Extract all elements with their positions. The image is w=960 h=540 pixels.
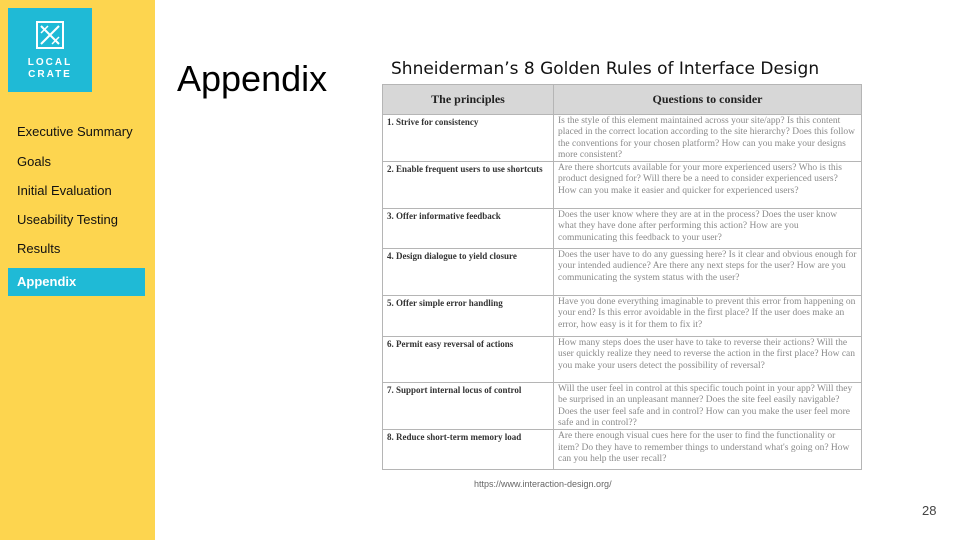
table-row [383, 383, 862, 430]
principle-cell: 7. Support internal locus of control [383, 383, 554, 430]
sidebar-item-appendix[interactable]: Appendix [8, 268, 145, 296]
question-cell: Will the user feel in control at this specific touch point in your app? Will they be surprised in an unpleasant manner? Does the site feel easily navigable? Does the user feel safe and in control? How can you make the user feel more safe and in control?? [554, 383, 862, 430]
question-cell: Does the user have to do any guessing here? Is it clear and obvious enough for your intended audience? Are there any next steps for the user? How are you communicating the system status with the user? [554, 249, 862, 296]
source-link[interactable]: https://www.interaction-design.org/ [474, 479, 612, 489]
page-title: Appendix [177, 58, 328, 99]
header-questions: Questions to consider [554, 85, 862, 115]
sidebar-item-initial-evaluation[interactable]: Initial Evaluation [17, 183, 112, 198]
principle-cell: 2. Enable frequent users to use shortcuts [383, 162, 554, 209]
principle-cell: 8. Reduce short-term memory load [383, 430, 554, 470]
table-row [383, 115, 862, 162]
table-row [383, 296, 862, 337]
crate-logo-icon [36, 21, 64, 49]
table-row [383, 162, 862, 209]
logo-text-line-1: LOCAL [27, 57, 73, 68]
sidebar [0, 0, 155, 540]
sidebar-item-useability-testing[interactable]: Useability Testing [17, 212, 118, 227]
logo-text-line-2: CRATE [28, 69, 72, 80]
question-cell: Is the style of this element maintained across your site/app? Is this content placed in the correct location according to the site hierarchy? Does this follow the conventions for your chosen platform? How can you make your designs more consistent? [554, 115, 862, 162]
table-row [383, 249, 862, 296]
sidebar-item-goals[interactable]: Goals [17, 154, 51, 169]
local-crate-logo[interactable] [8, 8, 92, 92]
question-cell: Are there shortcuts available for your more experienced users? Who is this product designed for? Will there be a need to consider experienced users? How can you make it easier and quicker for experienced users? [554, 162, 862, 209]
table-row [383, 209, 862, 249]
table-title: Shneiderman’s 8 Golden Rules of Interface Design [391, 59, 820, 79]
principle-cell: 1. Strive for consistency [383, 115, 554, 162]
principle-cell: 5. Offer simple error handling [383, 296, 554, 337]
sidebar-item-executive-summary[interactable]: Executive Summary [17, 124, 133, 139]
question-cell: Have you done everything imaginable to prevent this error from happening on your end? Is this error avoidable in the first place? If the user does make an error, how easy is it for them to fix it? [554, 296, 862, 337]
principle-cell: 4. Design dialogue to yield closure [383, 249, 554, 296]
table-row [383, 337, 862, 383]
question-cell: Are there enough visual cues here for the user to find the functionality or item? Do they have to remember things to understand what's going on? How can you help the user recall? [554, 430, 862, 470]
page-number: 28 [922, 503, 937, 518]
table-row [383, 430, 862, 470]
principle-cell: 6. Permit easy reversal of actions [383, 337, 554, 383]
question-cell: Does the user know where they are at in the process? Does the user know what they have done after performing this action? How are you communicating this feedback to your user? [554, 209, 862, 249]
sidebar-item-results[interactable]: Results [17, 241, 61, 256]
table-header-row [383, 85, 862, 115]
question-cell: How many steps does the user have to take to reverse their actions? Will the user quickly realize they need to reverse the action in the first place? How can you make your users detect the possibility of reversal? [554, 337, 862, 383]
golden-rules-table [382, 84, 862, 470]
header-principles: The principles [383, 85, 554, 115]
principle-cell: 3. Offer informative feedback [383, 209, 554, 249]
